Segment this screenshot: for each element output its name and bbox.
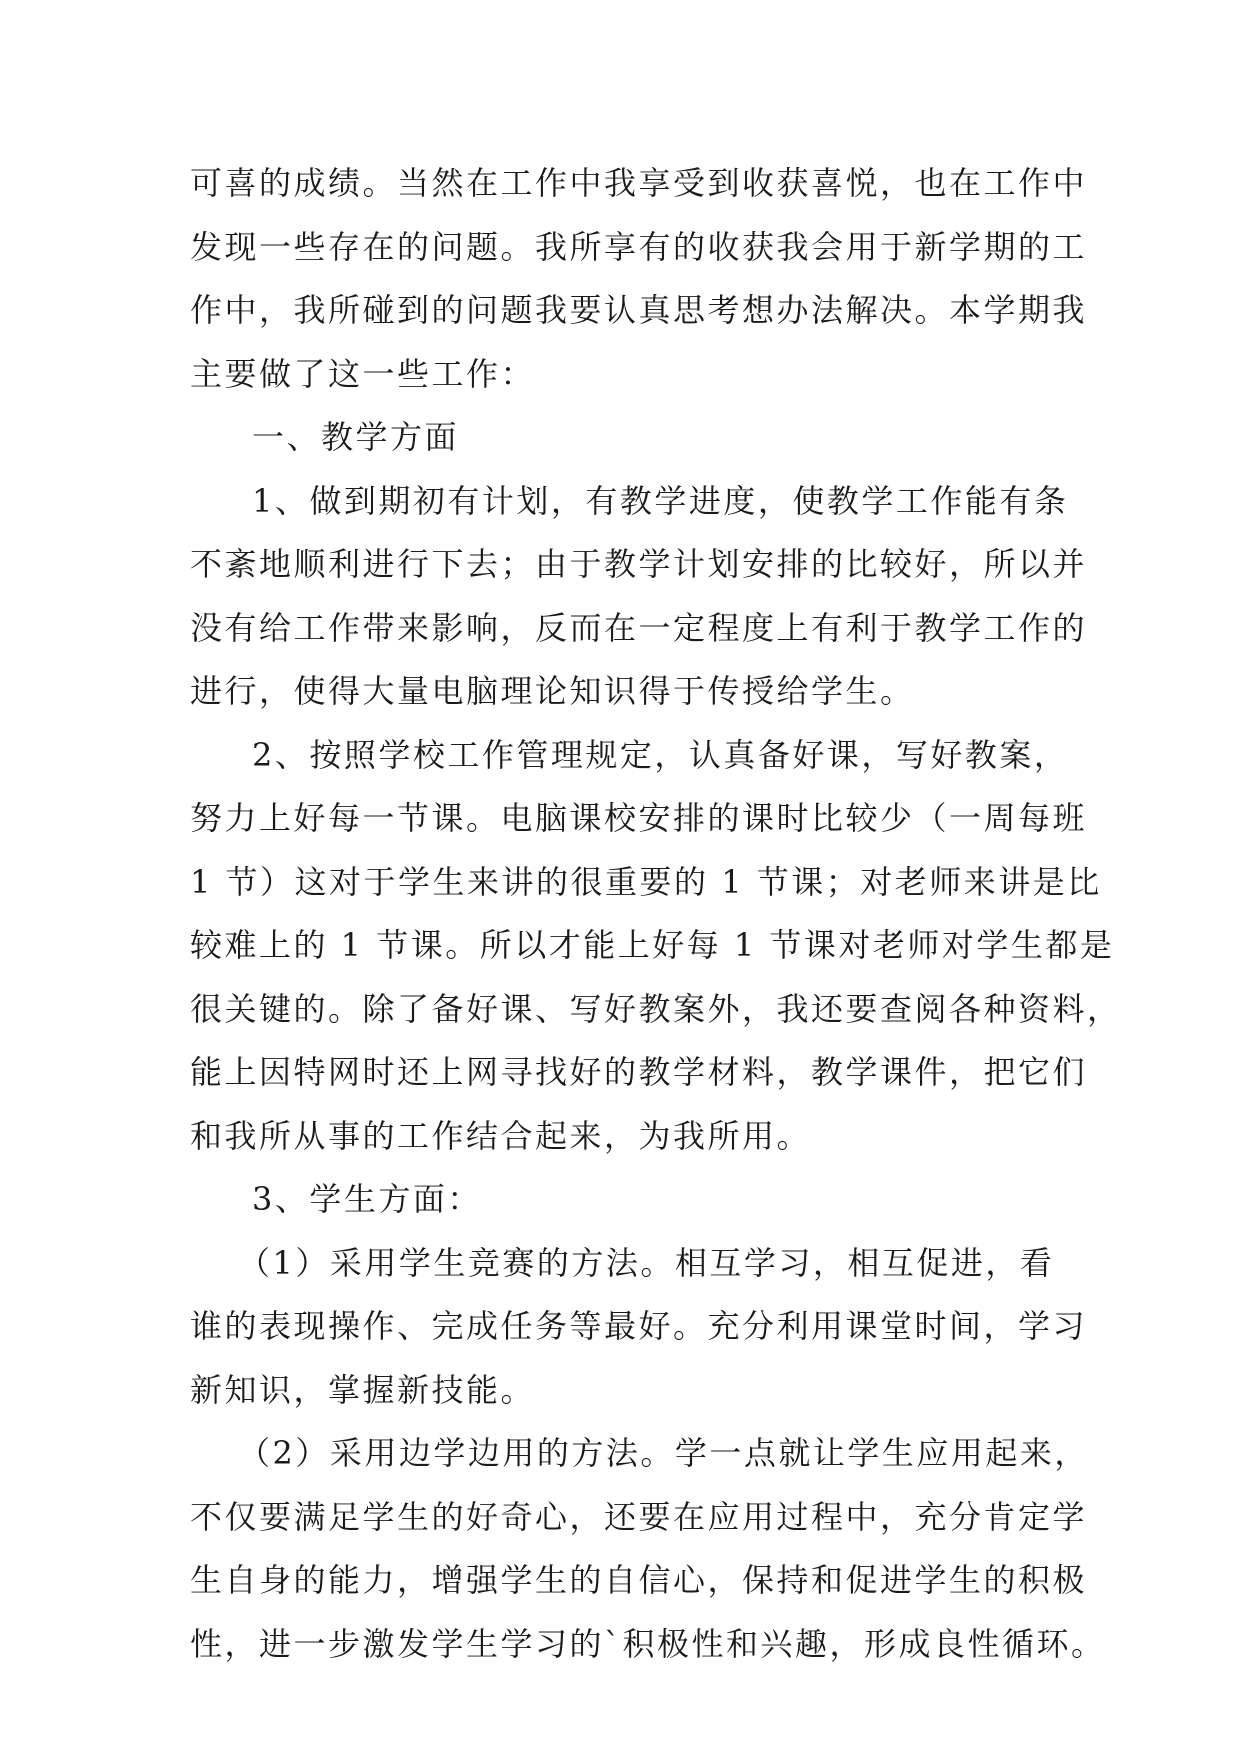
text-line: 1 节）这对于学生来讲的很重要的 1 节课；对老师来讲是比 [190, 862, 1102, 901]
text-line: 努力上好每一节课。电脑课校安排的课时比较少（一周每班 [190, 799, 1088, 837]
text-line: 1、做到期初有计划，有教学进度，使教学工作能有条 [252, 481, 1069, 520]
text-line: （1）采用学生竞赛的方法。相互学习，相互促进，看 [238, 1243, 1055, 1282]
text-line: 没有给工作带来影响，反而在一定程度上有利于教学工作的 [190, 608, 1088, 647]
text-line: 发现一些存在的问题。我所享有的收获我会用于新学期的工 [190, 227, 1088, 266]
text-line: 性，进一步激发学生学习的`积极性和兴趣，形成良性循环。 [190, 1624, 1106, 1663]
text-line: 不紊地顺利进行下去；由于教学计划安排的比较好，所以并 [190, 545, 1088, 583]
text-line: 谁的表现操作、完成任务等最好。充分利用课堂时间，学习 [190, 1307, 1088, 1345]
text-line: 作中，我所碰到的问题我要认真思考想办法解决。本学期我 [190, 291, 1088, 329]
body-text [190, 152, 1122, 1676]
text-line: 主要做了这一些工作： [190, 354, 536, 393]
text-line: 较难上的 1 节课。所以才能上好每 1 节课对老师对学生都是 [190, 926, 1115, 964]
text-line: 能上因特网时还上网寻找好的教学材料，教学课件，把它们 [190, 1053, 1088, 1091]
text-line: 进行，使得大量电脑理论知识得于传授给学生。 [190, 672, 915, 710]
text-line: 可喜的成绩。当然在工作中我享受到收获喜悦，也在工作中 [190, 164, 1088, 202]
text-line: 2、按照学校工作管理规定，认真备好课，写好教案， [252, 735, 1069, 774]
text-line: 生自身的能力，增强学生的自信心，保持和促进学生的积极 [190, 1561, 1088, 1599]
text-line: （2）采用边学边用的方法。学一点就让学生应用起来， [238, 1434, 1089, 1472]
text-line: 新知识，掌握新技能。 [190, 1370, 536, 1409]
section-heading: 一、教学方面 [252, 418, 460, 456]
text-line: 很关键的。除了备好课、写好教案外，我还要查阅各种资料， [190, 989, 1122, 1028]
text-line: 和我所从事的工作结合起来，为我所用。 [190, 1116, 812, 1155]
text-line: 不仅要满足学生的好奇心，还要在应用过程中，充分肯定学 [190, 1497, 1088, 1536]
text-line: 3、学生方面： [252, 1180, 482, 1218]
